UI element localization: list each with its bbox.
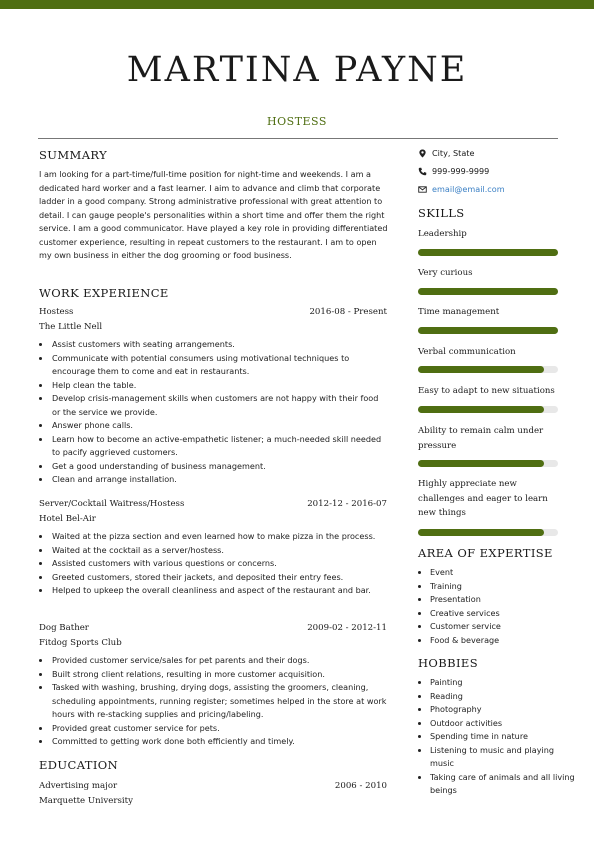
skill-bar (418, 460, 558, 467)
list-item: • Answer phone calls. (51, 419, 387, 433)
skill-label: Verbal communication (418, 347, 516, 357)
contact-phone (418, 165, 489, 177)
education-heading: EDUCATION (39, 758, 119, 772)
mail-icon (418, 185, 427, 194)
skill-bar-fill (418, 249, 558, 256)
job-company-3: Fitdog Sports Club (39, 638, 122, 648)
candidate-name: MARTINA PAYNE (126, 50, 468, 90)
skill-item (418, 384, 558, 399)
job-dates-3: 2009-02 - 2012-11 (307, 623, 387, 633)
job-title: HOSTESS (267, 115, 327, 128)
list-item: • Event (430, 566, 575, 580)
skill-bar-fill (418, 460, 544, 467)
list-item: • Provided great customer service for pets. (51, 722, 387, 736)
list-item: • Taking care of animals and all living beings (430, 771, 575, 798)
list-item: • Communicate with potential consumers using motivational techniques to encourage them to come and eat in restaurants. (51, 352, 387, 379)
list-item: • Helped to upkeep the overall cleanliness and aspect of the restaurant and bar. (51, 584, 387, 598)
contact-location (418, 147, 474, 159)
list-item: • Listening to music and playing music (430, 744, 575, 771)
list-item: • Assist customers with seating arrangements. (51, 338, 387, 352)
list-item: • Waited at the pizza section and even learned how to make pizza in the process. (51, 530, 387, 544)
job-entry-1 (39, 305, 387, 487)
list-item: • Tasked with washing, brushing, drying dogs, assisting the groomers, cleaning, scheduling appointments, running register; sometimes helped in the store at work hours with re-stacking supplies and pricing/labeling. (51, 681, 387, 722)
email-link[interactable]: email@email.com (432, 184, 505, 194)
education-school: Marquette University (39, 796, 133, 806)
list-item: • Painting (430, 676, 575, 690)
top-accent-bar (0, 0, 594, 9)
hobbies-list (418, 676, 575, 798)
education-entry (39, 779, 387, 808)
skill-bar (418, 249, 558, 256)
skill-bar-fill (418, 288, 558, 295)
location-pin-icon (418, 149, 427, 158)
phone-text: 999-999-9999 (432, 166, 490, 176)
job-bullets-1 (39, 338, 387, 487)
experience-heading: WORK EXPERIENCE (39, 286, 169, 300)
list-item: • Develop crisis-management skills when customers are not happy with their food or the service we provide. (51, 392, 387, 419)
skill-item (418, 227, 558, 242)
skill-label: Highly appreciate new challenges and eager to learn new things (418, 479, 548, 518)
header-divider (38, 138, 558, 139)
job-title-1: Hostess (39, 307, 74, 317)
list-item: • Outdoor activities (430, 717, 575, 731)
skill-item (418, 345, 558, 360)
list-item: • Creative services (430, 607, 575, 621)
skill-item (418, 266, 558, 281)
summary-heading: SUMMARY (39, 148, 108, 162)
job-dates-1: 2016-08 - Present (309, 307, 387, 317)
list-item: • Built strong client relations, resulting in more customer acquisition. (51, 668, 387, 682)
skills-heading: SKILLS (418, 206, 465, 220)
list-item: • Presentation (430, 593, 575, 607)
list-item: • Learn how to become an active-empathetic listener; a much-needed skill needed to pacify aggrieved customers. (51, 433, 387, 460)
list-item: • Food & beverage (430, 634, 575, 648)
job-dates-2: 2012-12 - 2016-07 (307, 499, 387, 509)
skill-bar (418, 288, 558, 295)
skill-label: Very curious (418, 268, 473, 278)
list-item: • Clean and arrange installation. (51, 473, 387, 487)
contact-email (418, 183, 505, 195)
education-degree: Advertising major (39, 781, 118, 791)
list-item: • Committed to getting work done both efficiently and timely. (51, 735, 387, 749)
location-text: City, State (432, 148, 475, 158)
list-item: • Help clean the table. (51, 379, 387, 393)
skill-label: Easy to adapt to new situations (418, 386, 555, 396)
skill-item (418, 305, 558, 320)
skill-bar (418, 406, 558, 413)
list-item: • Get a good understanding of business management. (51, 460, 387, 474)
job-company-2: Hotel Bel-Air (39, 514, 96, 524)
skill-bar (418, 366, 558, 373)
job-company-1: The Little Nell (39, 322, 103, 332)
list-item: • Training (430, 580, 575, 594)
hobbies-heading: HOBBIES (418, 656, 478, 670)
list-item: • Spending time in nature (430, 730, 575, 744)
education-dates: 2006 - 2010 (334, 781, 387, 791)
skill-label: Leadership (418, 229, 467, 239)
skill-item (418, 477, 558, 521)
job-bullets-2 (39, 530, 387, 598)
phone-icon (418, 167, 427, 176)
list-item: • Greeted customers, stored their jackets, and deposited their entry fees. (51, 571, 387, 585)
skill-bar (418, 529, 558, 536)
skill-bar (418, 327, 558, 334)
list-item: • Photography (430, 703, 575, 717)
list-item: • Provided customer service/sales for pet parents and their dogs. (51, 654, 387, 668)
skill-label: Time management (418, 307, 500, 317)
job-bullets-3 (39, 654, 387, 749)
skill-label: Ability to remain calm under pressure (418, 426, 544, 451)
job-entry-2 (39, 497, 387, 598)
job-title-2: Server/Cocktail Waitress/Hostess (39, 499, 185, 509)
list-item: • Customer service (430, 620, 575, 634)
job-entry-3 (39, 621, 387, 749)
expertise-heading: AREA OF EXPERTISE (418, 546, 553, 560)
skill-bar-fill (418, 529, 544, 536)
skill-item (418, 424, 558, 453)
list-item: • Assisted customers with various questions or concerns. (51, 557, 387, 571)
expertise-list (418, 566, 575, 647)
list-item: • Waited at the cocktail as a server/hostess. (51, 544, 387, 558)
job-title-3: Dog Bather (39, 623, 89, 633)
list-item: • Reading (430, 690, 575, 704)
skill-bar-fill (418, 406, 544, 413)
skill-bar-fill (418, 366, 544, 373)
skill-bar-fill (418, 327, 558, 334)
summary-text: I am looking for a part-time/full-time position for night-time and weekends. I am a dedicated hard worker and a fast learner. I aim to advance and climb that corporate ladder in a good company. Strong administrative professional with great attention to detail. I can gauge people's personalities within a short time and offer them the right service. I am a good communicator. Have played a key role in providing differentiated customer experience, resulting in repeat customers to the restaurant. I am to open my own business in either the dog grooming or food business. (39, 169, 388, 260)
